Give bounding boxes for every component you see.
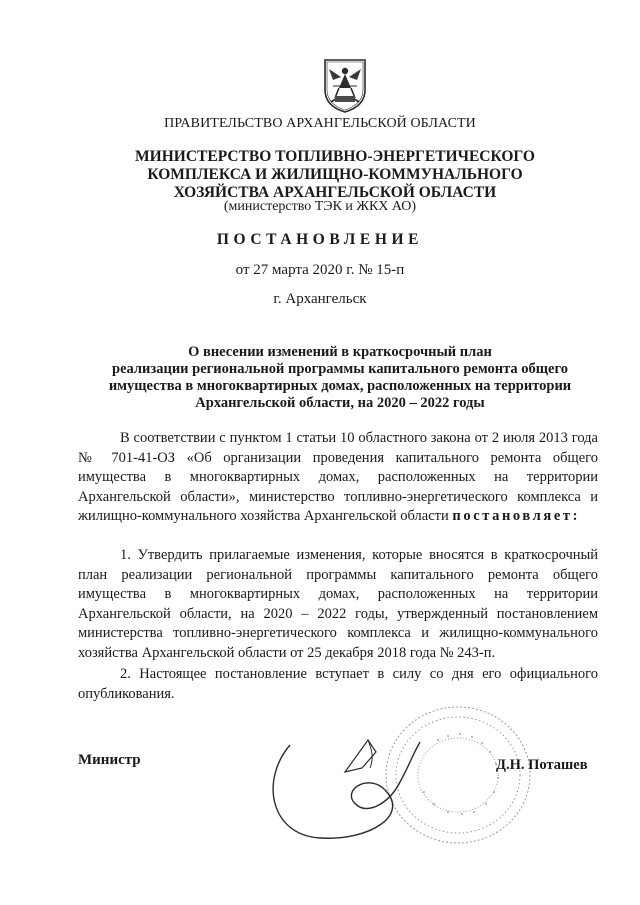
- document-title-line: О внесении изменений в краткосрочный план: [188, 344, 492, 360]
- item-1-paragraph: 1. Утвердить прилагаемые изменения, которые вносятся в краткосрочный план реализации региональной программы капитального ремонта общего имущества в многоквартирных домах, расположенных на территории Архангельской области, на 2020 – 2022 годы, утвержденный постановлением министерства топливно-энергетического комплекса и жилищно-коммунального хозяйства Архангельской области от 25 декабря 2018 года № 243-п.: [78, 547, 598, 661]
- document-title-line: Архангельской области, на 2020 – 2022 годы: [195, 395, 485, 411]
- ministry-name-line: ХОЗЯЙСТВА АРХАНГЕЛЬСКОЙ ОБЛАСТИ: [173, 184, 497, 201]
- government-name: ПРАВИТЕЛЬСТВО АРХАНГЕЛЬСКОЙ ОБЛАСТИ: [164, 116, 476, 131]
- ministry-name: [100, 148, 570, 202]
- ministry-abbreviation: (министерство ТЭК и ЖКХ АО): [223, 199, 417, 214]
- handwritten-signature-icon: [250, 720, 450, 850]
- decree-word: постановляет:: [452, 508, 581, 525]
- ministry-name-line: МИНИСТЕРСТВО ТОПЛИВНО-ЭНЕРГЕТИЧЕСКОГО: [135, 148, 535, 165]
- document-date-number: от 27 марта 2020 г. № 15-п: [235, 262, 405, 278]
- intro-paragraph: [78, 429, 598, 527]
- document-title-line: имущества в многоквартирных домах, расположенных на территории: [108, 378, 572, 394]
- document-title-line: реализации региональной программы капитального ремонта общего: [112, 361, 568, 377]
- signatory-name: Д.Н. Поташев: [496, 757, 588, 773]
- ministry-name-line: КОМПЛЕКСА И ЖИЛИЩНО-КОММУНАЛЬНОГО: [147, 166, 523, 183]
- item-2-paragraph: 2. Настоящее постановление вступает в силу со дня его официального опубликования.: [78, 666, 598, 702]
- coat-of-arms-icon: [321, 56, 369, 114]
- signatory-position: Министр: [78, 752, 141, 768]
- document-city: г. Архангельск: [273, 291, 367, 307]
- document-title: [100, 344, 580, 412]
- document-type: ПОСТАНОВЛЕНИЕ: [216, 231, 424, 248]
- intro-text: В соответствии с пунктом 1 статьи 10 областного закона от 2 июля 2013 года № 701-41-ОЗ «Об организации проведения капитального ремонта общего имущества в многоквартирных домах, расположенных на территории Архангельской области», министерство топливно-энергетического комплекса и жилищно-коммунального хозяйства Архангельской области: [78, 430, 598, 525]
